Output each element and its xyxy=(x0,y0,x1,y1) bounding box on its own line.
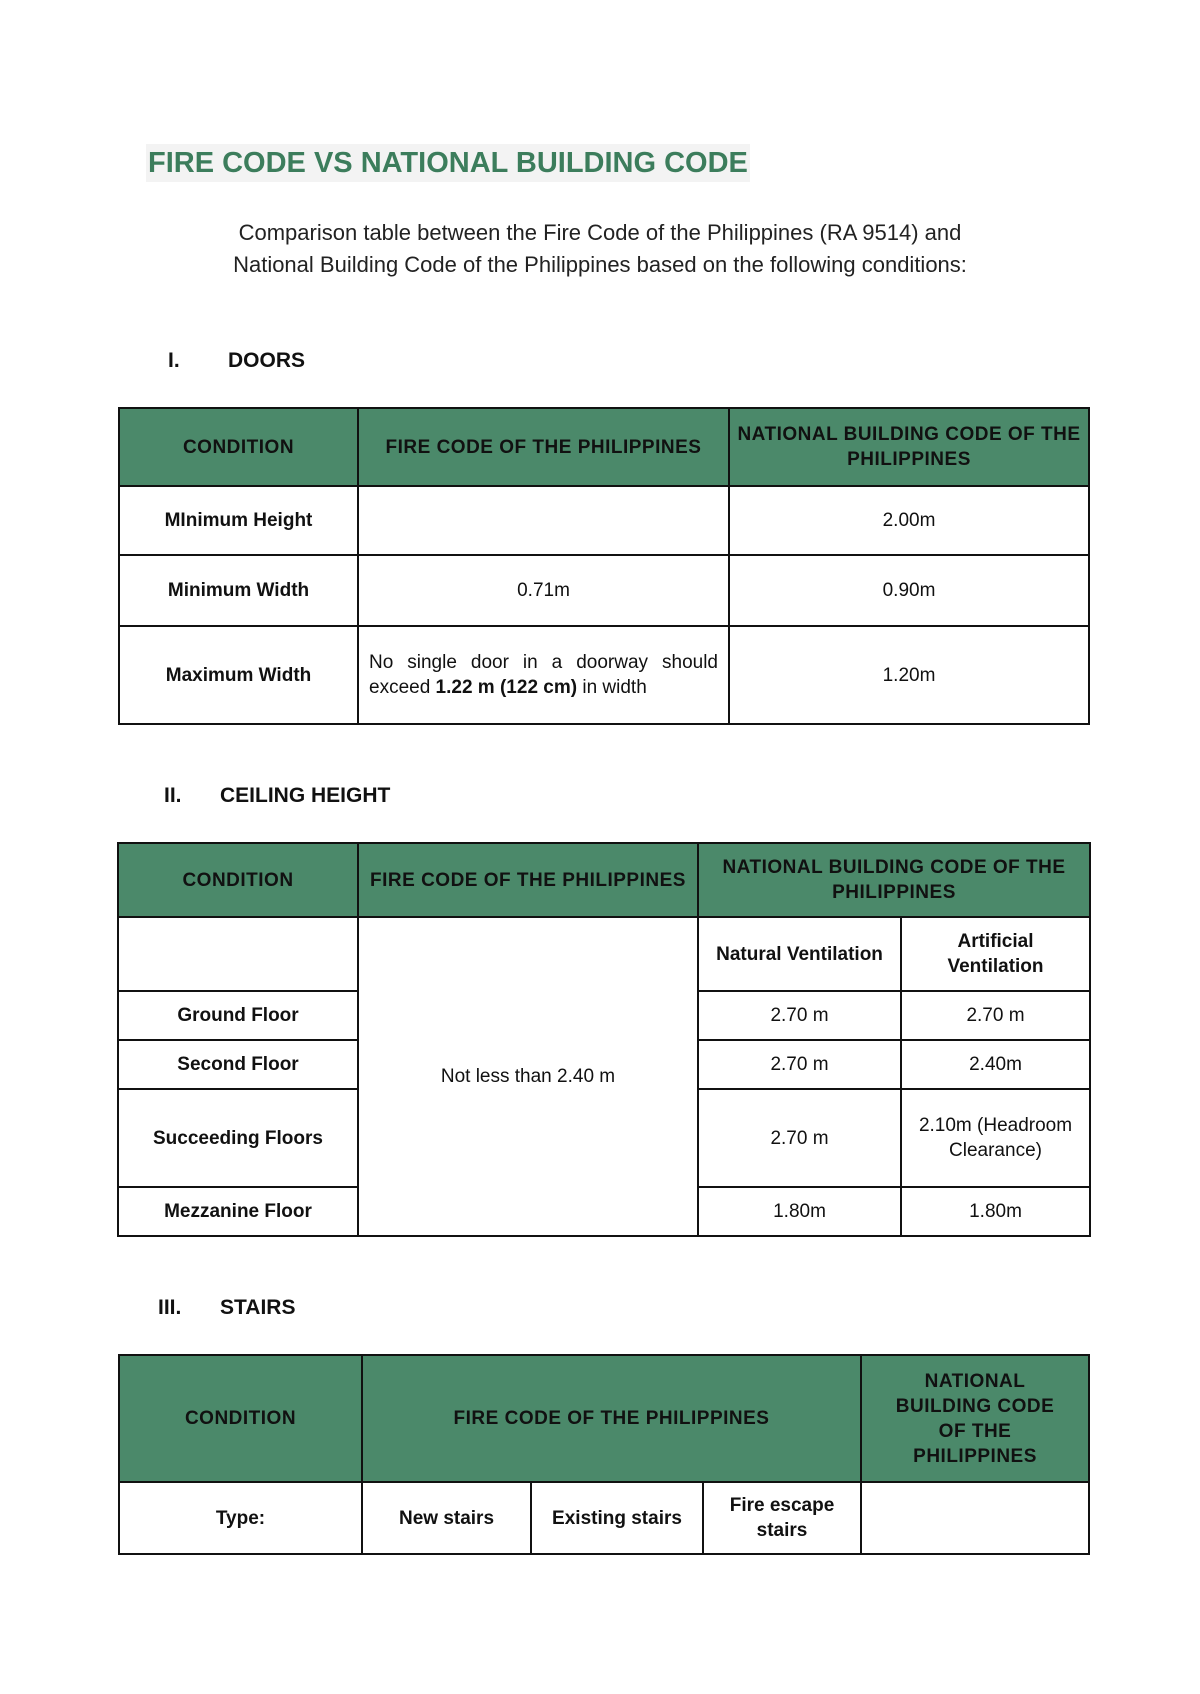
table-header-row xyxy=(119,1355,1089,1482)
nbc-cell: 0.90m xyxy=(729,555,1089,626)
table-row xyxy=(119,555,1089,626)
header-fire-code: FIRE CODE OF THE PHILIPPINES xyxy=(362,1355,861,1482)
section-title: DOORS xyxy=(228,349,306,372)
header-condition: CONDITION xyxy=(119,408,358,486)
stairs-table xyxy=(118,1354,1090,1555)
header-condition: CONDITION xyxy=(119,1355,362,1482)
section-heading-ceiling-height xyxy=(164,784,390,808)
subheader-natural-ventilation: Natural Ventilation xyxy=(698,917,901,991)
condition-cell: Second Floor xyxy=(118,1040,358,1089)
empty-condition-cell xyxy=(118,917,358,991)
header-nbc: NATIONAL BUILDING CODE OF THE PHILIPPINES xyxy=(861,1355,1089,1482)
table-row xyxy=(119,1482,1089,1554)
doors-table xyxy=(118,407,1090,725)
condition-cell: Type: xyxy=(119,1482,362,1554)
natural-cell: 2.70 m xyxy=(698,991,901,1040)
header-nbc: NATIONAL BUILDING CODE OF THE PHILIPPINES xyxy=(698,843,1090,917)
page-title: FIRE CODE VS NATIONAL BUILDING CODE xyxy=(146,144,750,182)
fire-code-limit: 1.22 m (122 cm) xyxy=(435,677,578,698)
artificial-cell: 2.10m (Headroom Clearance) xyxy=(901,1089,1090,1187)
existing-stairs-cell: Existing stairs xyxy=(531,1482,703,1554)
fire-code-cell: 0.71m xyxy=(358,555,729,626)
intro-paragraph xyxy=(150,217,1050,281)
table-header-row xyxy=(118,843,1090,917)
condition-cell: Succeeding Floors xyxy=(118,1089,358,1187)
condition-cell: Minimum Width xyxy=(119,555,358,626)
fire-code-text-end: in width xyxy=(577,677,647,698)
fire-code-cell xyxy=(358,486,729,555)
new-stairs-cell: New stairs xyxy=(362,1482,531,1554)
fire-code-value-cell: Not less than 2.40 m xyxy=(358,917,698,1236)
nbc-cell: 1.20m xyxy=(729,626,1089,724)
table-row xyxy=(119,626,1089,724)
section-title: CEILING HEIGHT xyxy=(220,784,391,807)
artificial-cell: 1.80m xyxy=(901,1187,1090,1236)
header-fire-code: FIRE CODE OF THE PHILIPPINES xyxy=(358,408,729,486)
condition-cell: Ground Floor xyxy=(118,991,358,1040)
natural-cell: 2.70 m xyxy=(698,1089,901,1187)
nbc-cell: 2.00m xyxy=(729,486,1089,555)
nbc-cell xyxy=(861,1482,1089,1554)
table-row xyxy=(119,486,1089,555)
artificial-cell: 2.40m xyxy=(901,1040,1090,1089)
condition-cell: Maximum Width xyxy=(119,626,358,724)
subheader-artificial-ventilation: Artificial Ventilation xyxy=(901,917,1090,991)
ceiling-height-table xyxy=(117,842,1091,1237)
natural-cell: 1.80m xyxy=(698,1187,901,1236)
table-header-row xyxy=(119,408,1089,486)
intro-line-2: National Building Code of the Philippines based on the following conditions: xyxy=(233,252,967,277)
section-number: II. xyxy=(164,784,182,807)
table-subheader-row xyxy=(118,917,1090,991)
header-fire-code: FIRE CODE OF THE PHILIPPINES xyxy=(358,843,698,917)
artificial-cell: 2.70 m xyxy=(901,991,1090,1040)
intro-line-1: Comparison table between the Fire Code of the Philippines (RA 9514) and xyxy=(238,220,962,245)
section-heading-stairs xyxy=(158,1296,295,1320)
header-condition: CONDITION xyxy=(118,843,358,917)
section-heading-doors xyxy=(168,349,305,373)
condition-cell: Mezzanine Floor xyxy=(118,1187,358,1236)
header-nbc: NATIONAL BUILDING CODE OF THE PHILIPPINES xyxy=(729,408,1089,486)
fire-escape-stairs-cell: Fire escape stairs xyxy=(703,1482,861,1554)
fire-code-cell xyxy=(358,626,729,724)
section-title: STAIRS xyxy=(220,1296,296,1319)
section-number: III. xyxy=(158,1296,182,1319)
section-number: I. xyxy=(168,349,180,372)
condition-cell: MInimum Height xyxy=(119,486,358,555)
natural-cell: 2.70 m xyxy=(698,1040,901,1089)
fire-code-text: No single door in a doorway should exceed xyxy=(369,652,718,698)
